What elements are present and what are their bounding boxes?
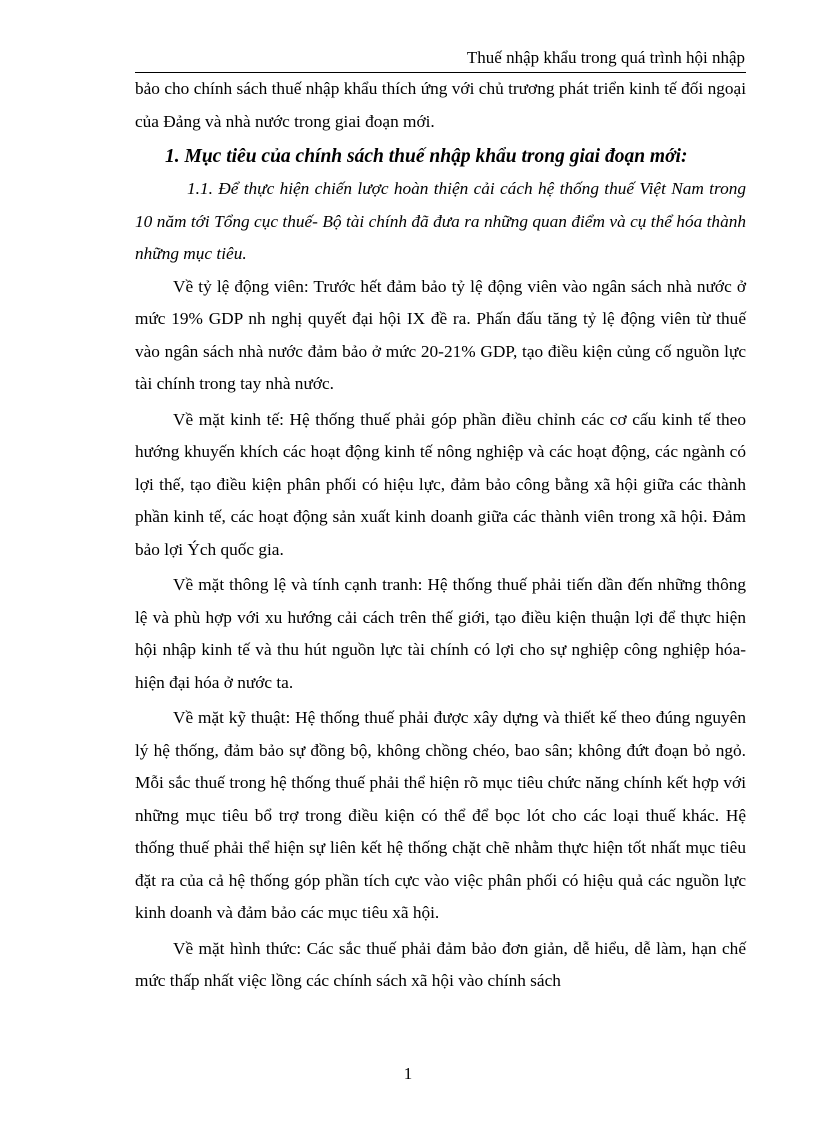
- paragraph-form: Về mặt hình thức: Các sắc thuế phải đảm bảo đơn giản, dễ hiểu, dễ làm, hạn chế mức thấp nhất việc lồng các chính sách xã hội vào chính sách: [135, 938, 746, 990]
- subsection-heading: 1.1. Để thực hiện chiến lược hoàn thiện cải cách hệ thống thuế Việt Nam trong 10 năm tới Tổng cục thuế- Bộ tài chính đã đưa ra những quan điểm và cụ thể hóa thành những mục tiêu.: [135, 179, 746, 263]
- continuation-paragraph: bảo cho chính sách thuế nhập khẩu thích ứng với chủ trương phát triển kinh tế đối ngoại của Đảng và nhà nước trong giai đoạn mới.: [135, 79, 746, 131]
- page-number: 1: [403, 1064, 413, 1083]
- running-header: Thuế nhập khẩu trong quá trình hội nhập: [466, 48, 745, 67]
- paragraph-technical: Về mặt kỹ thuật: Hệ thống thuế phải được xây dựng và thiết kế theo đúng nguyên lý hệ thống, đảm bảo sự đồng bộ, không chồng chéo, bao sân; không đứt đoạn bỏ ngỏ. Mỗi sắc thuế trong hệ thống thuế phải thể hiện rõ mục tiêu chức năng chính kết hợp với những mục tiêu bổ trợ trong điều kiện có thể để bọc lót cho các loại thuế khác. Hệ thống thuế phải thể hiện sự liên kết hệ thống chặt chẽ nhằm thực hiện tốt nhất mục tiêu đặt ra của cả hệ thống góp phần tích cực vào việc phân phối có hiệu quả các nguồn lực kinh doanh và đảm bảo các mục tiêu xã hội.: [135, 708, 746, 922]
- section-heading: 1. Mục tiêu của chính sách thuế nhập khẩu trong giai đoạn mới:: [165, 146, 688, 167]
- paragraph-mobilization-rate: Về tỷ lệ động viên: Trước hết đảm bảo tỷ lệ động viên vào ngân sách nhà nước ở mức 19% GDP nh nghị quyết đại hội IX đề ra. Phấn đấu tăng tỷ lệ động viên từ thuế vào ngân sách nhà nước đảm bảo ở mức 20-21% GDP, tạo điều kiện củng cố nguồn lực tài chính trong tay nhà nước.: [135, 276, 746, 393]
- paragraph-economic: Về mặt kinh tế: Hệ thống thuế phải góp phần điều chỉnh các cơ cấu kinh tế theo hướng khuyến khích các hoạt động kinh tế nông nghiệp và các hoạt động, các ngành có lợi thế, tạo điều kiện phân phối có hiệu lực, đảm bảo công bằng xã hội giữa các thành phần kinh tế, các hoạt động sản xuất kinh doanh giữa các thành viên trong xã hội. Đảm bảo lợi Ých quốc gia.: [135, 409, 746, 559]
- page-body: [135, 73, 746, 998]
- paragraph-practice-competition: Về mặt thông lệ và tính cạnh tranh: Hệ thống thuế phải tiến dần đến những thông lệ và phù hợp với xu hướng cải cách trên thế giới, tạo điều kiện thuận lợi để thực hiện hội nhập kinh tế và thu hút nguồn lực tài chính có lợi cho sự nghiệp công nghiệp hóa- hiện đại hóa ở nước ta.: [135, 575, 746, 692]
